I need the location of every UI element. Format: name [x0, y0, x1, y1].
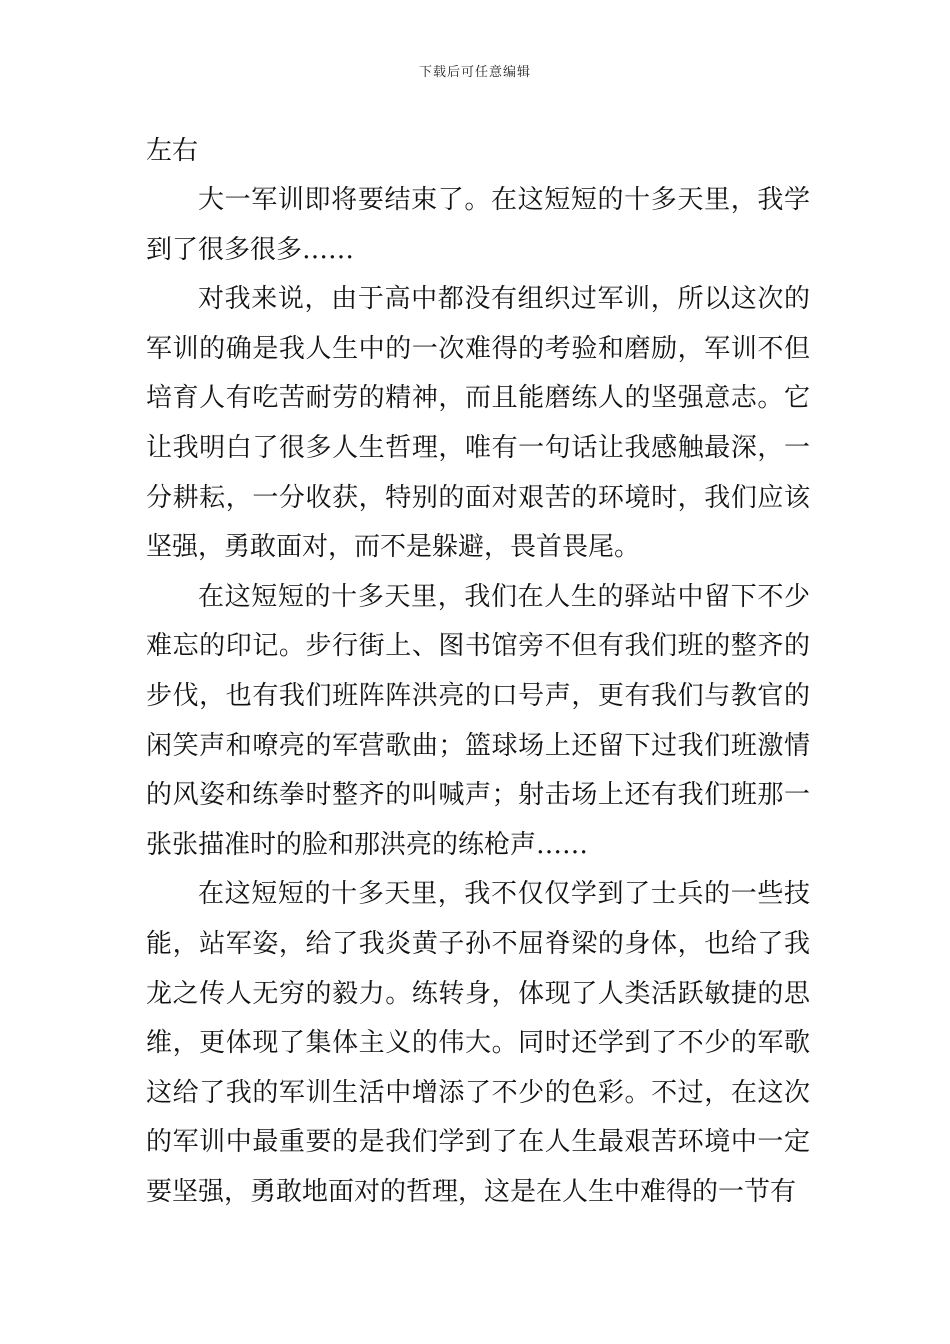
paragraph-2: 对我来说，由于高中都没有组织过军训，所以这次的军训的确是我人生中的一次难得的考验和磨励，军训不但培育人有吃苦耐劳的精神，而且能磨练人的坚强意志。它让我明白了很多人生哲理，唯有一句话让我感触最深，一分耕耘，一分收获，特别的面对艰苦的环境时，我们应该坚强，勇敢面对，而不是躲避，畏首畏尾。 — [146, 284, 810, 563]
paragraph-1: 大一军训即将要结束了。在这短短的十多天里，我学到了很多很多…… — [146, 185, 810, 265]
paragraph-4: 在这短短的十多天里，我不仅仅学到了士兵的一些技能，站军姿，给了我炎黄子孙不屈脊梁的身体，也给了我龙之传人无穷的毅力。练转身，体现了人类活跃敏捷的思维，更体现了集体主义的伟大。同时还学到了不少的军歌这给了我的军训生活中增添了不少的色彩。不过，在这次的军训中最重要的是我们学到了在人生最艰苦环境中一定要坚强，勇敢地面对的哲理，这是在人生中难得的一节有 — [146, 879, 810, 1207]
document-body — [146, 126, 810, 1217]
paragraph-3: 在这短短的十多天里，我们在人生的驿站中留下不少难忘的印记。步行街上、图书馆旁不但有我们班的整齐的步伐，也有我们班阵阵洪亮的口号声，更有我们与教官的闲笑声和嘹亮的军营歌曲；篮球场上还留下过我们班激情的风姿和练拳时整齐的叫喊声；射击场上还有我们班那一张张描准时的脸和那洪亮的练枪声…… — [146, 581, 810, 860]
page-header: 下载后可任意编辑 — [418, 65, 531, 80]
continued-line: 左右 — [146, 136, 199, 166]
